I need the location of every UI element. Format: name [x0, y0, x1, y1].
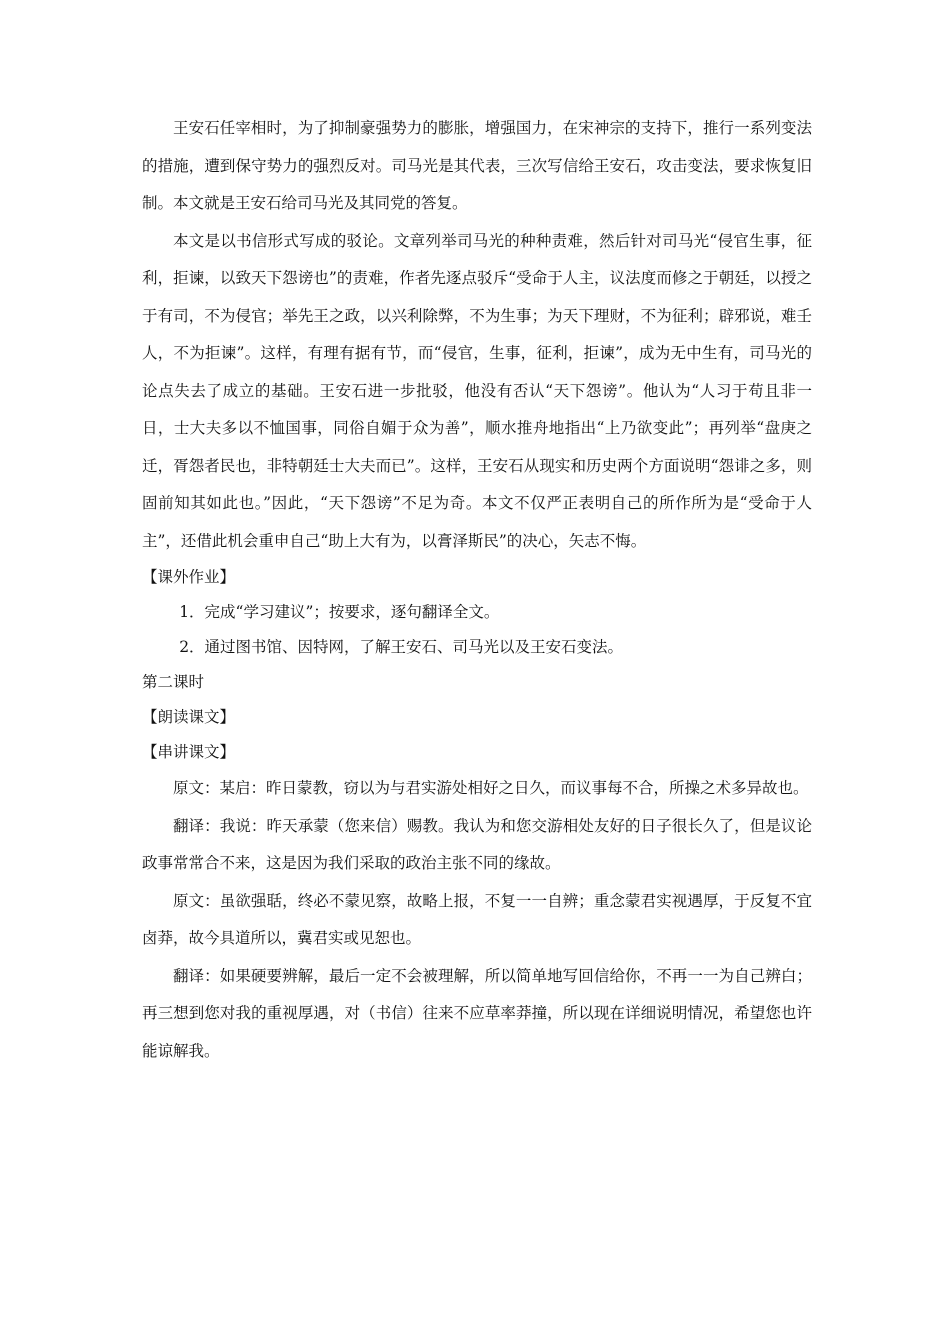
translation-2: 翻译：如果硬要辨解，最后一定不会被理解，所以简单地写回信给你，不再一一为自己辨白；再三想到您对我的重视厚遇，对（书信）往来不应草率莽撞，所以现在详细说明情况，希望您也许能谅解我。 — [142, 966, 812, 1060]
reading-heading: 【朗读课文】 — [142, 708, 236, 726]
homework-item-2: 2．通过图书馆、因特网，了解王安石、司马光以及王安石变法。 — [179, 638, 624, 656]
original-text-1: 原文：某启：昨日蒙教，窃以为与君实游处相好之日久，而议事每不合，所操之术多异故也。 — [173, 779, 809, 797]
explain-heading: 【串讲课文】 — [142, 743, 236, 761]
homework-heading: 【课外作业】 — [142, 568, 236, 586]
analysis-paragraph: 本文是以书信形式写成的驳论。文章列举司马光的种种责难，然后针对司马光“侵官生事，征利，拒谏，以致天下怨谤也”的责难，作者先逐点驳斥“受命于人主，议法度而修之于朝廷，以授之于有司，不为侵官；举先王之政，以兴利除弊，不为生事；为天下理财，不为征利；辟邪说，难壬人，不为拒谏”。这样，有理有据有节，而“侵官，生事，征利，拒谏”，成为无中生有，司马光的论点失去了成立的基础。王安石进一步批驳，他没有否认“天下怨谤”。他认为“人习于苟且非一日，士大夫多以不恤国事，同俗自媚于众为善”，顺水推舟地指出“上乃欲变此”；再列举“盘庚之迁，胥怨者民也，非特朝廷士大夫而已”。这样，王安石从现实和历史两个方面说明“怨诽之多，则固前知其如此也。”因此，“天下怨谤”不足为奇。本文不仅严正表明自己的所作所为是“受命于人主”，还借此机会重申自己“助上大有为，以膏泽斯民”的决心，矢志不悔。 — [142, 231, 812, 550]
lesson2-title: 第二课时 — [142, 673, 205, 691]
original-text-2: 原文：虽欲强聒，终必不蒙见察，故略上报，不复一一自辨；重念蒙君实视遇厚，于反复不宜卤莽，故今具道所以，冀君实或见恕也。 — [142, 891, 812, 947]
intro-paragraph: 王安石任宰相时，为了抑制豪强势力的膨胀，增强国力，在宋神宗的支持下，推行一系列变法的措施，遭到保守势力的强烈反对。司马光是其代表，三次写信给王安石，攻击变法，要求恢复旧制。本文就是王安石给司马光及其同党的答复。 — [142, 119, 812, 212]
translation-1: 翻译：我说：昨天承蒙（您来信）赐教。我认为和您交游相处友好的日子很长久了，但是议论政事常常合不来，这是因为我们采取的政治主张不同的缘故。 — [142, 816, 812, 872]
homework-item-1: 1．完成“学习建议”；按要求，逐句翻译全文。 — [179, 603, 500, 621]
document-page — [142, 110, 812, 1070]
